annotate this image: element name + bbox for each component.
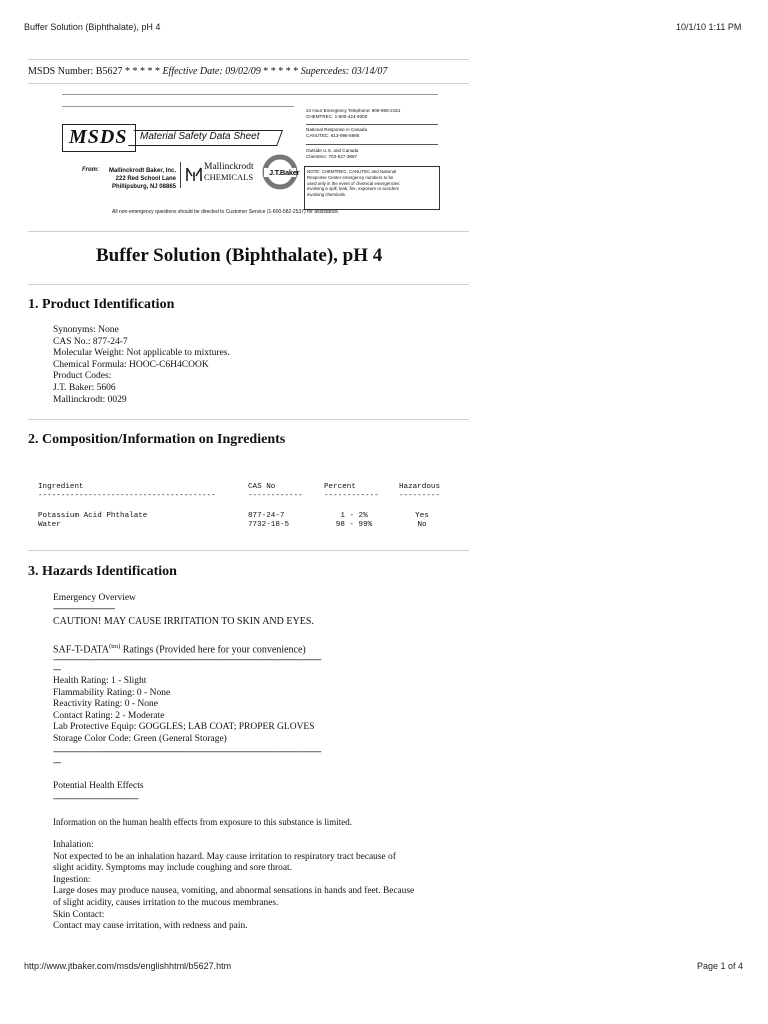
note-box (304, 166, 440, 210)
rating-line: Storage Color Code: Green (General Storage) (53, 733, 227, 744)
effect-line: Skin Contact: (53, 909, 105, 920)
column-rule: ------------ (324, 492, 379, 500)
canada-line: National Response in Canada (306, 127, 368, 132)
limited-info-text: Information on the human health effects from exposure to this substance is limited. (53, 817, 353, 827)
saf-t-data-title (53, 641, 306, 656)
effective-date: Effective Date: 09/02/09 (162, 66, 261, 77)
dash-rule: ---------------------------------- (53, 794, 139, 804)
from-label: From: (82, 167, 99, 173)
effect-line: Not expected to be an inhalation hazard. May cause irritation to respiratory tract because of (53, 851, 396, 862)
stars: * * * * * (260, 66, 301, 77)
outside-line: Chemtrec: 703-527-3887 (306, 154, 358, 159)
column-rule: --------- (399, 492, 441, 500)
column-header: Percent (324, 483, 356, 491)
effect-line: Ingestion: (53, 874, 91, 885)
product-id-line: Product Codes: (53, 371, 112, 382)
rating-line: Health Rating: 1 - Slight (53, 676, 147, 686)
print-header-datetime: 10/1/10 1:11 PM (676, 22, 742, 32)
saf-t-data-suffix: Ratings (Provided here for your convenience) (120, 644, 306, 656)
note-line: involving a spill, leak, fire, exposure or accident (307, 186, 399, 192)
column-rule: ------------ (248, 492, 303, 500)
msds-number: MSDS Number: B5627 (28, 66, 123, 77)
mallinckrodt-chemicals: CHEMICALS (204, 172, 254, 182)
product-id-line: Mallinckrodt: 0029 (53, 394, 127, 405)
print-footer-page: Page 1 of 4 (697, 961, 744, 971)
potential-health-effects-label: Potential Health Effects (53, 781, 144, 791)
emergency-overview-label: Emergency Overview (53, 593, 136, 603)
banner-text: Material Safety Data Sheet (140, 131, 260, 142)
trademark: (tm) (109, 643, 121, 650)
dash-rule: ----------------------------------------------------------------------------------------------------------- (53, 747, 321, 757)
safety-ratings (53, 676, 315, 746)
divider (28, 231, 469, 232)
emergency-phone-box (306, 108, 436, 120)
product-id-line: CAS No.: 877-24-7 (53, 336, 128, 347)
address (104, 167, 176, 191)
product-id-line: Chemical Formula: HOOC-C6H4COOK (53, 359, 209, 370)
rating-line: Flammability Rating: 0 - None (53, 687, 171, 698)
stars: * * * * * (122, 66, 163, 77)
product-id-line: Synonyms: None (53, 325, 119, 335)
divider (62, 94, 438, 95)
supercedes-date: Supercedes: 03/14/07 (300, 66, 388, 77)
address-line: Phillipsburg, NJ 08865 (111, 184, 176, 190)
address-line: Mallinckrodt Baker, Inc. (108, 168, 176, 174)
dash-rule: --- (53, 665, 61, 675)
dash-rule: ----------------------------------------------------------------------------------------------------------- (53, 655, 321, 665)
table-cell: Yes (415, 512, 429, 520)
rating-line: Reactivity Rating: 0 - None (53, 699, 159, 710)
dash-rule: -------------------------- (53, 604, 115, 614)
product-id-line: Molecular Weight: Not applicable to mixtures. (53, 348, 230, 359)
divider (28, 59, 469, 60)
jtbaker-logo-text: J.T.Baker (269, 168, 300, 177)
divider (28, 284, 469, 285)
rating-line: Lab Protective Equip: GOGGLES; LAB COAT; PROPER GLOVES (53, 722, 315, 733)
mallinckrodt-name: Mallinckrodt (204, 162, 254, 172)
divider (28, 550, 469, 551)
saf-t-data-prefix: SAF-T-DATA (53, 644, 110, 656)
column-header: CAS No (248, 483, 276, 491)
product-id-lines (53, 325, 230, 406)
print-footer-url: http://www.jtbaker.com/msds/englishhtml/b5627.htm (24, 961, 232, 971)
divider (28, 83, 469, 84)
canada-box (306, 127, 436, 139)
effect-line: of slight acidity, causes irritation to the mucous membranes. (53, 897, 279, 908)
print-header-title: Buffer Solution (Biphthalate), pH 4 (24, 22, 161, 32)
dash-rule: --- (53, 758, 61, 768)
nonemergency-note: All non-emergency questions should be directed to Customer Service (1-800-582-2537) for assistance. (112, 209, 340, 215)
section-2-heading: 2. Composition/Information on Ingredients (28, 432, 286, 447)
divider (62, 106, 294, 107)
table-cell: 98 - 99% (335, 521, 373, 529)
section-1-heading: 1. Product Identification (28, 297, 175, 312)
note-line: used only in the event of chemical emergencies (307, 180, 400, 186)
section-3-heading: 3. Hazards Identification (28, 564, 177, 579)
note-line: Response Center emergency numbers to be (307, 174, 394, 180)
table-cell: 1 - 2% (340, 512, 368, 520)
effect-line: Contact may cause irritation, with redness and pain. (53, 921, 248, 932)
table-cell: 7732-18-5 (248, 521, 290, 529)
canada-line: CANUTEC: 613-996-6666 (306, 133, 360, 138)
mallinckrodt-logo-icon (186, 166, 202, 186)
note-line: NOTE: CHEMTREC, CANUTEC and National (307, 169, 397, 174)
msds-logo-text: MSDS (69, 126, 128, 148)
divider (180, 162, 181, 188)
document-title: Buffer Solution (Biphthalate), pH 4 (96, 245, 383, 266)
divider (306, 144, 438, 145)
outside-line: Outside U.S. and Canada (306, 148, 359, 153)
table-cell: No (417, 521, 427, 529)
health-effects (53, 840, 414, 933)
emergency-line: 24 Hour Emergency Telephone: 908-859-2151 (306, 108, 401, 113)
msds-header-graphic (62, 94, 438, 222)
column-header: Ingredient (38, 483, 84, 491)
divider (28, 419, 469, 420)
outside-box (306, 148, 436, 160)
table-cell: 877-24-7 (248, 512, 285, 520)
emergency-line: CHEMTREC: 1-800-424-9300 (306, 114, 368, 119)
column-header: Hazardous (399, 483, 441, 491)
table-cell: Potassium Acid Phthalate (38, 512, 148, 520)
column-rule: --------------------------------------- (38, 492, 216, 500)
table-cell: Water (38, 521, 61, 529)
caution-text: CAUTION! MAY CAUSE IRRITATION TO SKIN AND EYES. (53, 616, 314, 627)
product-id-line: J.T. Baker: 5606 (53, 382, 116, 393)
effect-line: slight acidity. Symptoms may include coughing and sore throat. (53, 863, 292, 874)
note-line: involving chemicals. (307, 192, 347, 198)
effect-line: Large doses may produce nausea, vomiting, and abnormal sensations in hands and feet. Because (53, 886, 415, 897)
mallinckrodt-logo (204, 162, 254, 182)
msds-logo (62, 124, 136, 152)
msds-number-line (28, 66, 387, 77)
effect-line: Inhalation: (53, 840, 94, 850)
address-line: 222 Red School Lane (115, 176, 176, 182)
divider (306, 124, 438, 125)
rating-line: Contact Rating: 2 - Moderate (53, 710, 165, 721)
